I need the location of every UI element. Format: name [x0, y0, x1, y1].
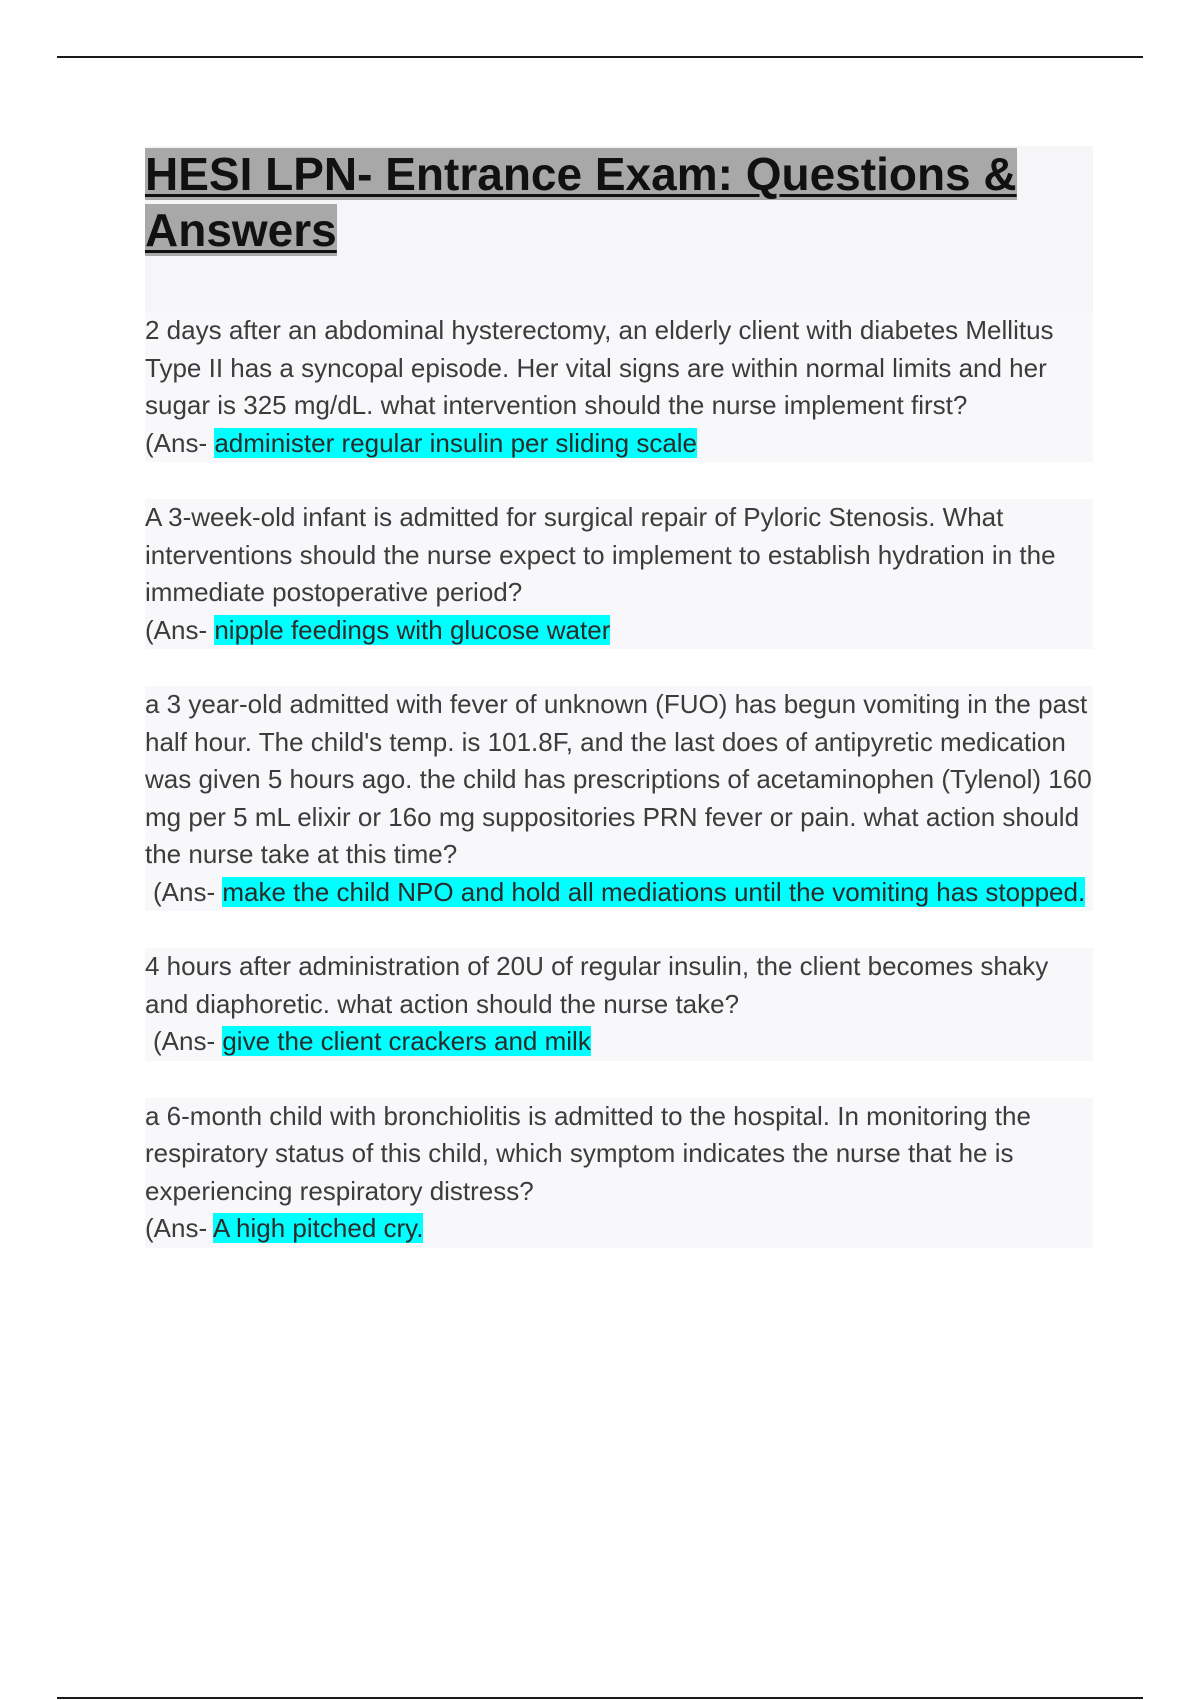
top-rule — [57, 56, 1143, 58]
bottom-rule — [57, 1697, 1143, 1699]
qa-item-4 — [145, 948, 1093, 1061]
answer-prefix: (Ans- — [145, 427, 215, 458]
question-text: a 6-month child with bronchiolitis is admitted to the hospital. In monitoring the respiratory status of this child, which symptom indicates the nurse that he is experiencing respiratory distress? — [145, 1100, 1031, 1206]
answer-prefix: (Ans- — [153, 1026, 223, 1056]
document-title-text: HESI LPN- Entrance Exam: Questions & Answers — [145, 148, 1017, 256]
qa-item-3 — [145, 686, 1093, 911]
answer-highlight: A high pitched cry. — [212, 1213, 424, 1243]
answer-line — [145, 612, 1093, 650]
question-text: 4 hours after administration of 20U of regular insulin, the client becomes shaky and diaphoretic. what action should the nurse take? — [145, 951, 1049, 1019]
answer-highlight: nipple feedings with glucose water — [214, 614, 611, 645]
document-title — [145, 146, 1093, 258]
answer-line — [145, 1023, 1093, 1061]
answer-highlight: administer regular insulin per sliding scale — [214, 427, 698, 458]
answer-highlight: make the child NPO and hold all mediations until the vomiting has stopped. — [222, 876, 1086, 907]
answer-prefix: (Ans- — [153, 876, 223, 907]
qa-item-2 — [145, 499, 1093, 649]
question-text: a 3 year-old admitted with fever of unknown (FUO) has begun vomiting in the past half hour. The child's temp. is 101.8F, and the last does of antipyretic medication was given 5 hours ago. the child has prescriptions of acetaminophen (Tylenol) 160 mg per 5 mL elixir or 16o mg suppositories PRN fever or pain. what action should the nurse take at this time? — [145, 689, 1092, 869]
document-body — [145, 146, 1093, 1248]
answer-line — [145, 1210, 1093, 1248]
qa-item-1 — [145, 312, 1093, 462]
answer-line — [145, 425, 1093, 463]
answer-prefix: (Ans- — [145, 1213, 213, 1243]
answer-prefix: (Ans- — [145, 614, 215, 645]
answer-line — [145, 874, 1093, 912]
answer-highlight: give the client crackers and milk — [222, 1026, 591, 1056]
qa-item-5 — [145, 1098, 1093, 1248]
question-text: 2 days after an abdominal hysterectomy, an elderly client with diabetes Mellitus Type II has a syncopal episode. Her vital signs are within normal limits and her sugar is 325 mg/dL. what intervention should the nurse implement first? — [145, 315, 1054, 420]
question-text: A 3-week-old infant is admitted for surgical repair of Pyloric Stenosis. What interventions should the nurse expect to implement to establish hydration in the immediate postoperative period? — [145, 502, 1056, 607]
title-block — [145, 146, 1093, 312]
